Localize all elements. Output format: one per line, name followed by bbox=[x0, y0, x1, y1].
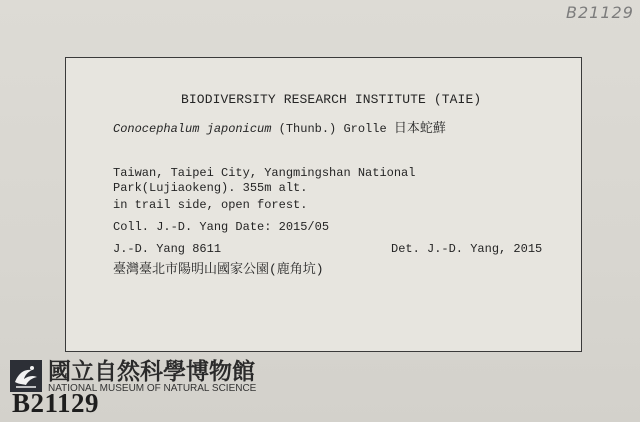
museum-name-chinese: 國立自然科學博物館 bbox=[48, 359, 255, 385]
collection-info: Coll. J.-D. Yang Date: 2015/05 bbox=[113, 220, 330, 234]
species-authority: (Thunb.) Grolle bbox=[278, 122, 387, 136]
determination: Det. J.-D. Yang, 2015 bbox=[391, 242, 543, 256]
museum-name-english: NATIONAL MUSEUM OF NATURAL SCIENCE bbox=[48, 383, 257, 394]
species-chinese-name: 日本蛇蘚 bbox=[393, 121, 446, 136]
taxon-line bbox=[113, 122, 446, 136]
locality-line-2: Park(Lujiaokeng). 355m alt. bbox=[113, 181, 308, 195]
handwritten-accession-number: B21129 bbox=[566, 3, 634, 22]
specimen-number: B21129 bbox=[12, 388, 100, 418]
institution-heading: BIODIVERSITY RESEARCH INSTITUTE (TAIE) bbox=[181, 92, 482, 107]
locality-line-1: Taiwan, Taipei City, Yangmingshan National bbox=[113, 166, 416, 180]
collector-number: J.-D. Yang 8611 bbox=[113, 242, 222, 256]
species-name: Conocephalum japonicum bbox=[113, 122, 272, 136]
locality-chinese: 臺灣臺北市陽明山國家公園(鹿角坑) bbox=[113, 262, 324, 277]
locality-line-3: in trail side, open forest. bbox=[113, 198, 308, 212]
